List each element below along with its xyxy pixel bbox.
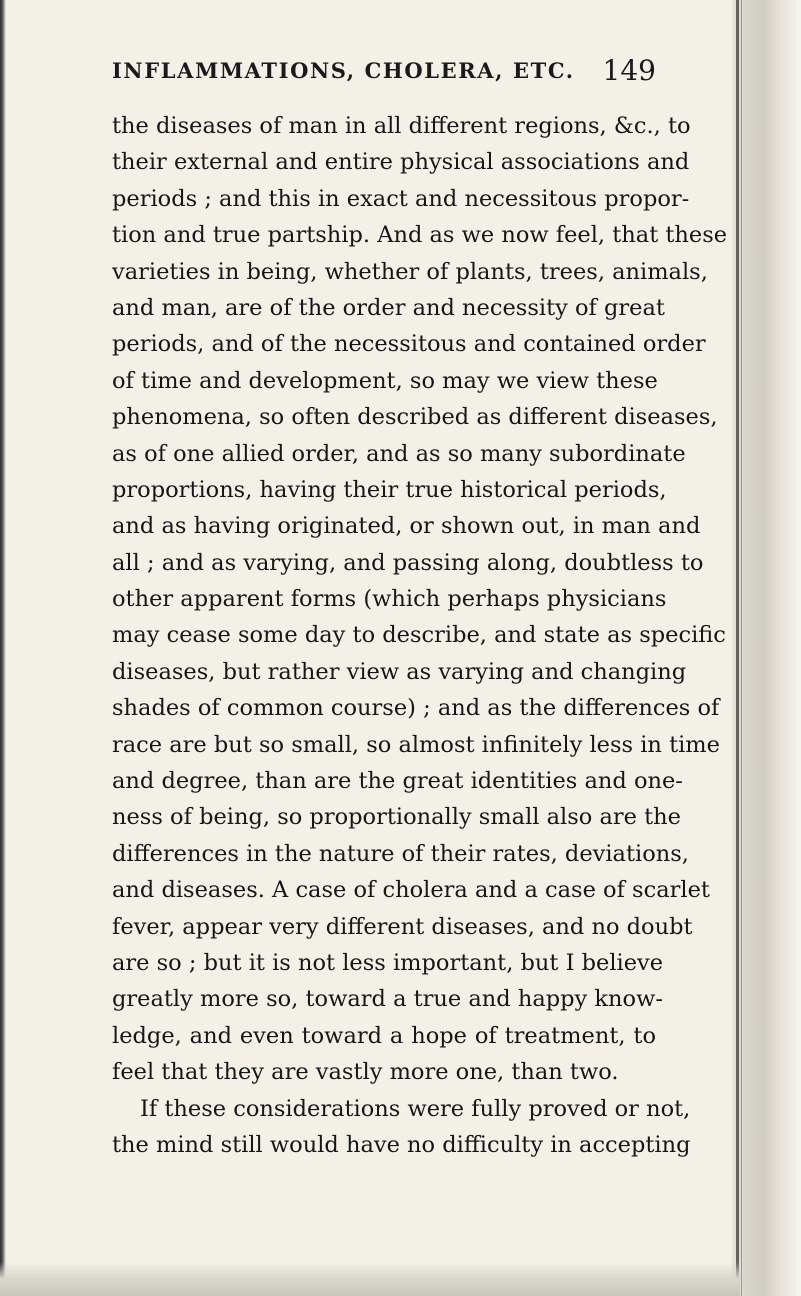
running-title: INFLAMMATIONS, CHOLERA, ETC.: [112, 58, 575, 83]
text-line: tion and true partship. And as we now feel, that these: [112, 222, 728, 249]
text-line: and degree, than are the great identities and one-: [112, 768, 683, 795]
text-line: feel that they are vastly more one, than two.: [112, 1059, 619, 1086]
page-right-edge-line-secondary: [741, 0, 742, 1296]
text-line: greatly more so, toward a true and happy know-: [112, 986, 663, 1013]
text-line: diseases, but rather view as varying and changing: [112, 658, 687, 685]
text-line: and as having originated, or shown out, in man and: [112, 513, 701, 540]
body-text: [112, 108, 728, 1163]
text-line: all ; and as varying, and passing along, doubtless to: [112, 549, 704, 576]
text-line: varieties in being, whether of plants, trees, animals,: [112, 258, 708, 285]
page-number: 149: [602, 54, 656, 87]
page-bottom-edge-shadow: [0, 1262, 740, 1296]
text-line: their external and entire physical associations and: [112, 149, 690, 176]
text-line: the diseases of man in all different regions, &c., to: [112, 113, 691, 139]
text-line: race are but so small, so almost infinitely less in time: [112, 731, 720, 758]
page-right-edge-binding: [732, 0, 801, 1296]
text-line: periods ; and this in exact and necessitous propor-: [112, 185, 690, 212]
text-line-paragraph-start: If these considerations were fully proved or not,: [140, 1095, 691, 1122]
text-line: are so ; but it is not less important, but I believe: [112, 949, 664, 976]
text-line: may cease some day to describe, and state as specific: [112, 622, 726, 649]
text-line: phenomena, so often described as different diseases,: [112, 404, 718, 431]
text-line: and diseases. A case of cholera and a case of scarlet: [112, 877, 710, 904]
text-line: ness of being, so proportionally small also are the: [112, 804, 681, 831]
text-line: shades of common course) ; and as the differences of: [112, 695, 720, 722]
text-line: periods, and of the necessitous and contained order: [112, 331, 706, 358]
text-line: fever, appear very different diseases, and no doubt: [112, 913, 693, 940]
text-line: and man, are of the order and necessity of great: [112, 294, 665, 321]
text-line: differences in the nature of their rates, deviations,: [112, 840, 689, 867]
text-line: proportions, having their true historical periods,: [112, 476, 667, 503]
page-right-edge-line: [736, 0, 739, 1296]
text-line: as of one allied order, and as so many subordinate: [112, 440, 686, 467]
text-line: of time and development, so may we view these: [112, 367, 658, 394]
running-head: [112, 54, 656, 90]
page-left-edge-shadow: [0, 0, 6, 1296]
text-line: other apparent forms (which perhaps physicians: [112, 586, 667, 613]
text-line: ledge, and even toward a hope of treatment, to: [112, 1022, 656, 1049]
text-line: the mind still would have no difficulty in accepting: [112, 1131, 691, 1158]
